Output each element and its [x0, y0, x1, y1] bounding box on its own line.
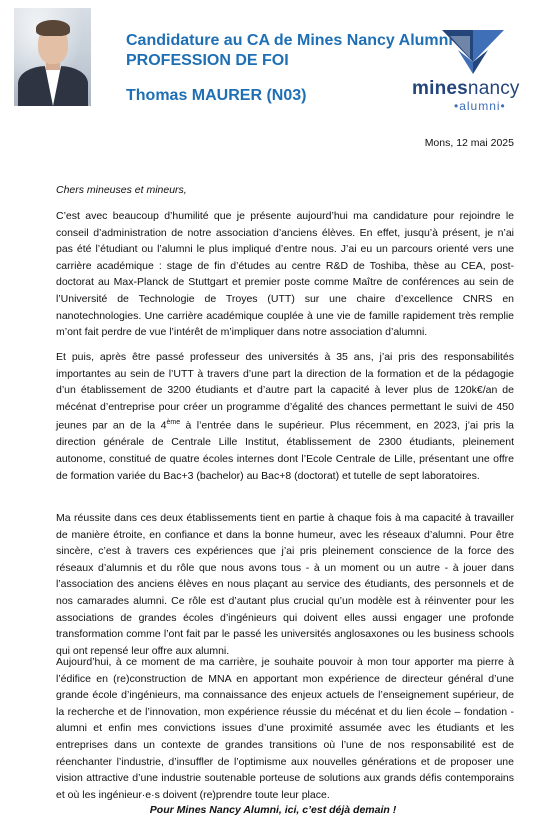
candidate-photo [14, 8, 91, 106]
letter-date: Mons, 12 mai 2025 [424, 137, 514, 149]
document-title: Candidature au CA de Mines Nancy Alumni [126, 32, 453, 49]
logo-triangles-icon [440, 28, 506, 76]
candidate-name: Thomas MAURER (N03) [126, 87, 307, 104]
logo-subtitle: •alumni• [454, 99, 506, 113]
document-subtitle: PROFESSION DE FOI [126, 52, 289, 69]
mines-nancy-alumni-logo [410, 28, 536, 114]
greeting: Chers mineuses et mineurs, [56, 184, 187, 196]
paragraph-2: Et puis, après être passé professeur des universités à 35 ans, j’ai pris des responsabilités importantes au sein de l’UTT à travers d’une part la direction de la formation et de la pédagogie d’un établissement de 3200 étudiants et d’autre part la capacité à lever plus de 120k€/an de mécénat d’entreprise pour créer un programme d’égalité des chances permettant le suivi de 450 jeunes par an de la 4ème à l’entrée dans le supérieur. Plus récemment, en 2023, j’ai pris la direction générale de Centrale Lille Institut, établissement de 2300 étudiants, pleinement autonome, constitué de quatre écoles internes dont l’Ecole Centrale de Lille, présentant une offre de formation variée du Bac+3 (bachelor) au Bac+8 (doctorat) et tutelle de sept laboratoires. [56, 351, 514, 482]
logo-wordmark: minesnancy [412, 78, 520, 99]
paragraph-3: Ma réussite dans ces deux établissements tient en partie à chaque fois à ma capacité à travailler de manière étroite, en confiance et dans la bonne humeur, avec les réseaux d’alumni. Pour être sincère, c’est à travers ces expériences que j’ai pris pleinement conscience de la force des réseaux d’alumnis et du rôle que nous avons tous - à un moment ou un autre - à jouer dans l’association des anciens élèves en nous plaçant au service des étudiants, des personnels et de nos camarades alumni. Ce rôle est d’autant plus crucial qu’un modèle est à réinventer pour les associations de grandes écoles d’ingénieurs qui doivent elles aussi engager une profonde transformation comme l’ont fait par le passé les universités anglosaxones ou les business schools qui ont repensé leur offre aux alumni. [56, 512, 514, 657]
paragraph-4: Aujourd’hui, à ce moment de ma carrière, je souhaite pouvoir à mon tour apporter ma pierre à l’édifice en (re)construction de MNA en apportant mon expérience de directeur général d’une grande école d’ingénieurs, ma connaissance des enjeux actuels de l’enseignement supérieur, de la recherche et de l’innovation, mon expérience réussie du mécénat et du lien école – fondation - alumni et enfin mes convictions issues d’une proximité assumée avec les étudiants et les entreprises dans un contexte de grandes transitions où l’une de nos responsabilité est de réenchanter l’industrie, d’insuffler de l’optimisme aux nouvelles générations et de proposer une vision attractive d’une industrie soutenable porteuse de solutions aux grands défis contemporains et où les ingénieur·e·s doivent (re)prendre toute leur place. [56, 656, 514, 801]
closing-slogan: Pour Mines Nancy Alumni, ici, c’est déjà demain ! [149, 804, 397, 816]
paragraph-1: C’est avec beaucoup d’humilité que je présente aujourd’hui ma candidature pour rejoindre le conseil d’administration de notre association d’anciens élèves. En effet, jusqu’à présent, je n’ai pas été l’étudiant ou l’alumni le plus impliqué d’entre nous. J’ai eu un parcours orienté vers une carrière académique : stage de fin d’études au centre R&D de Toshiba, thèse au CEA, post-doctorat au Max-Planck de Stuttgart et premier poste comme Maître de conférences au sein de l’Université de Technologie de Troyes (UTT) sur une chaire d’excellence CNRS en nanotechnologies. Une carrière académique couplée à une vie de famille rapidement très remplie m’ont fait perdre de vue l’intérêt de m’impliquer dans notre association d’alumni. [56, 210, 514, 339]
